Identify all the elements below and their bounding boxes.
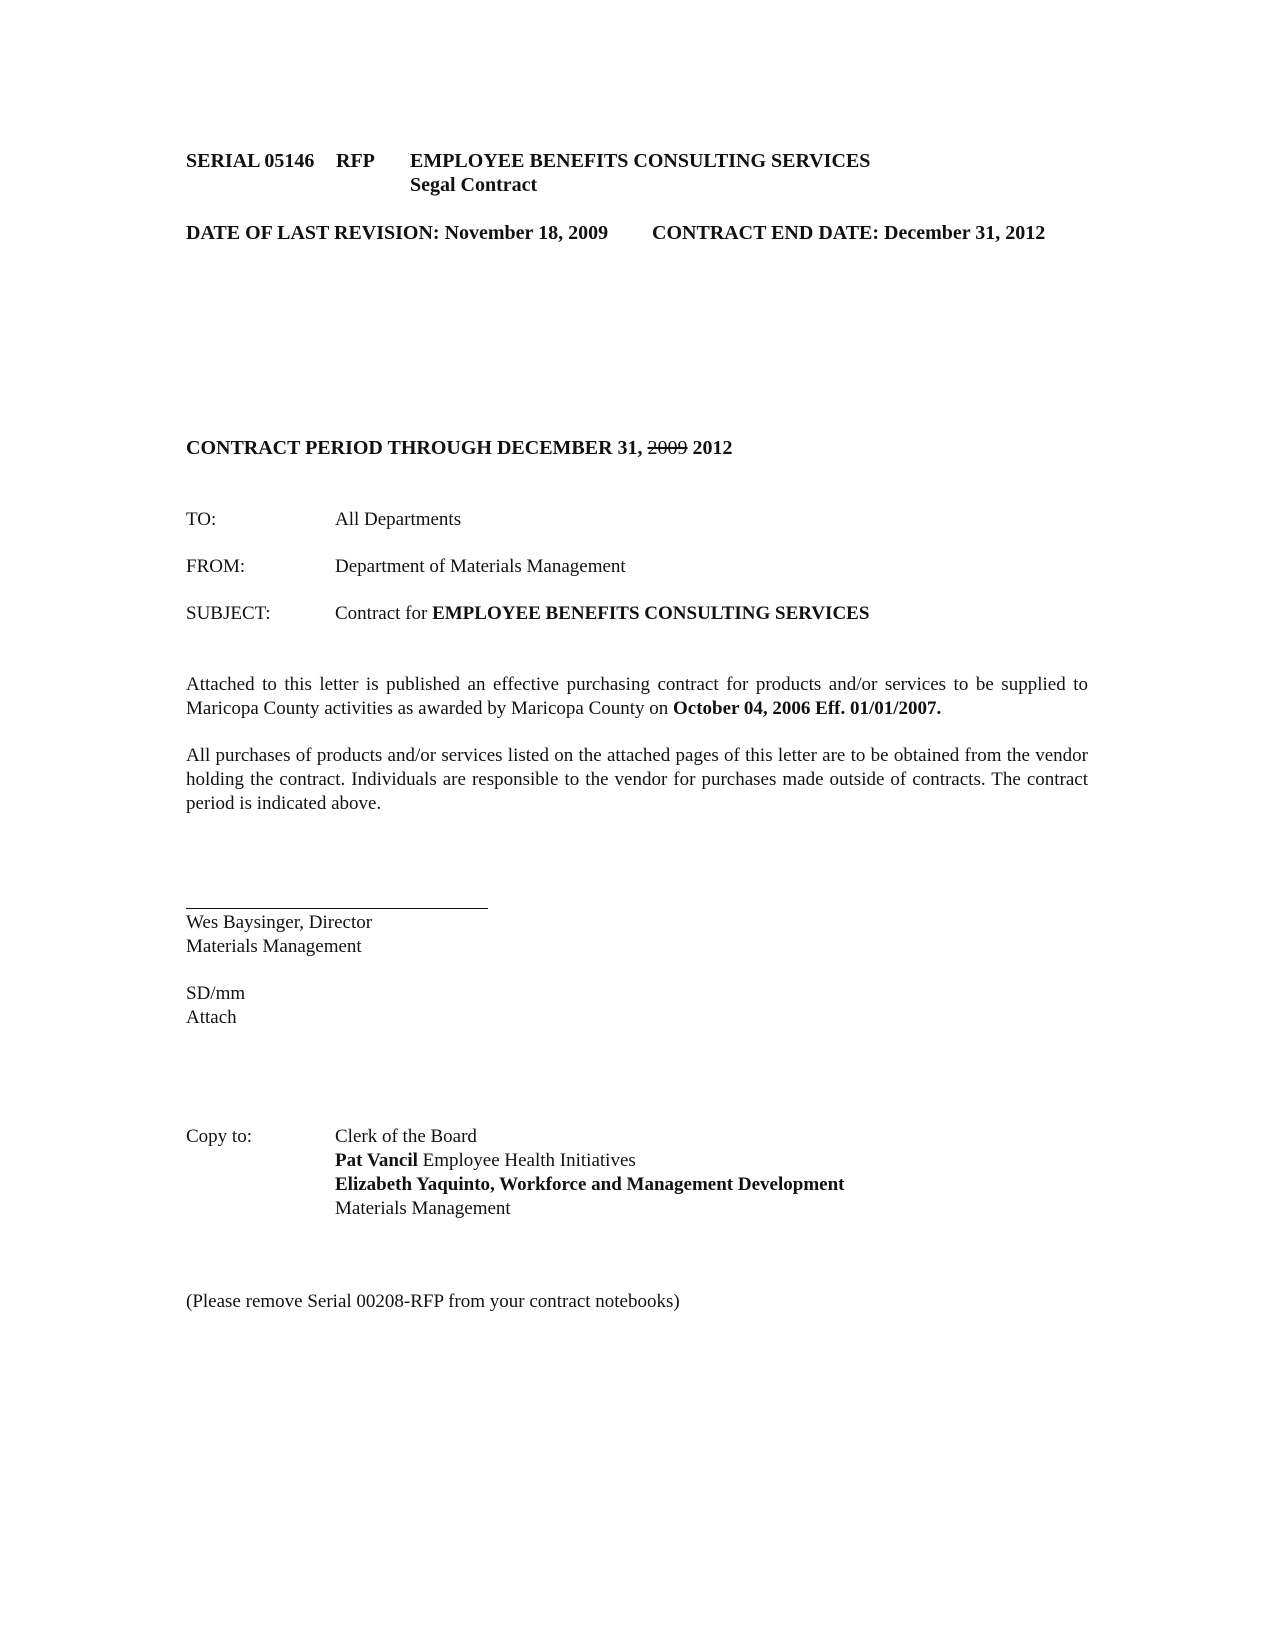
copy-to-line-2-rest: Employee Health Initiatives — [422, 1150, 636, 1171]
from-value: Department of Materials Management — [335, 556, 626, 577]
contract-end-date: CONTRACT END DATE: December 31, 2012 — [652, 222, 1046, 244]
subject-value — [335, 603, 869, 625]
copy-to-line-4: Materials Management — [335, 1198, 511, 1219]
to-label: TO: — [186, 509, 217, 530]
copy-to-label: Copy to: — [186, 1126, 252, 1147]
subject-label: SUBJECT: — [186, 603, 271, 624]
subject-bold: EMPLOYEE BENEFITS CONSULTING SERVICES — [432, 603, 870, 624]
para1-award-date: October 04, 2006 Eff. 01/01/2007. — [673, 698, 942, 719]
subject-prefix: Contract for — [335, 603, 428, 624]
document-title: EMPLOYEE BENEFITS CONSULTING SERVICES — [410, 150, 871, 172]
body-paragraph-2: All purchases of products and/or services listed on the attached pages of this letter are to be obtained from the vendor holding the contract. Individuals are responsible to the vendor for purchases made outside of contracts. The contract period is indicated above. — [186, 745, 1088, 814]
copy-to-line-1: Clerk of the Board — [335, 1126, 477, 1147]
rfp-label: RFP — [336, 150, 375, 172]
document-subtitle: Segal Contract — [410, 174, 538, 196]
copy-to-line-2-name: Pat Vancil — [335, 1150, 418, 1171]
new-year: 2012 — [692, 437, 733, 459]
to-value: All Departments — [335, 509, 462, 530]
contract-period-prefix: CONTRACT PERIOD THROUGH DECEMBER 31, — [186, 437, 643, 459]
serial-number: SERIAL 05146 — [186, 150, 315, 172]
footer-note: (Please remove Serial 00208-RFP from your contract notebooks) — [186, 1291, 680, 1312]
contract-period — [186, 437, 733, 460]
signature-line — [186, 908, 488, 909]
signatory-dept: Materials Management — [186, 936, 362, 957]
struck-year: 2009 — [647, 437, 688, 459]
body-paragraph-1 — [186, 673, 1088, 721]
copy-to-line-2 — [335, 1150, 636, 1172]
para1-text: Attached to this letter is published an effective purchasing contract for products and/or services to be supplied to Maricopa County activities as awarded by Maricopa County on — [186, 674, 1088, 719]
initials: SD/mm — [186, 983, 246, 1004]
from-label: FROM: — [186, 556, 246, 577]
attach-label: Attach — [186, 1007, 237, 1028]
copy-to-line-3: Elizabeth Yaquinto, Workforce and Management Development — [335, 1174, 845, 1195]
signatory-name: Wes Baysinger, Director — [186, 912, 373, 933]
revision-date: DATE OF LAST REVISION: November 18, 2009 — [186, 222, 609, 244]
